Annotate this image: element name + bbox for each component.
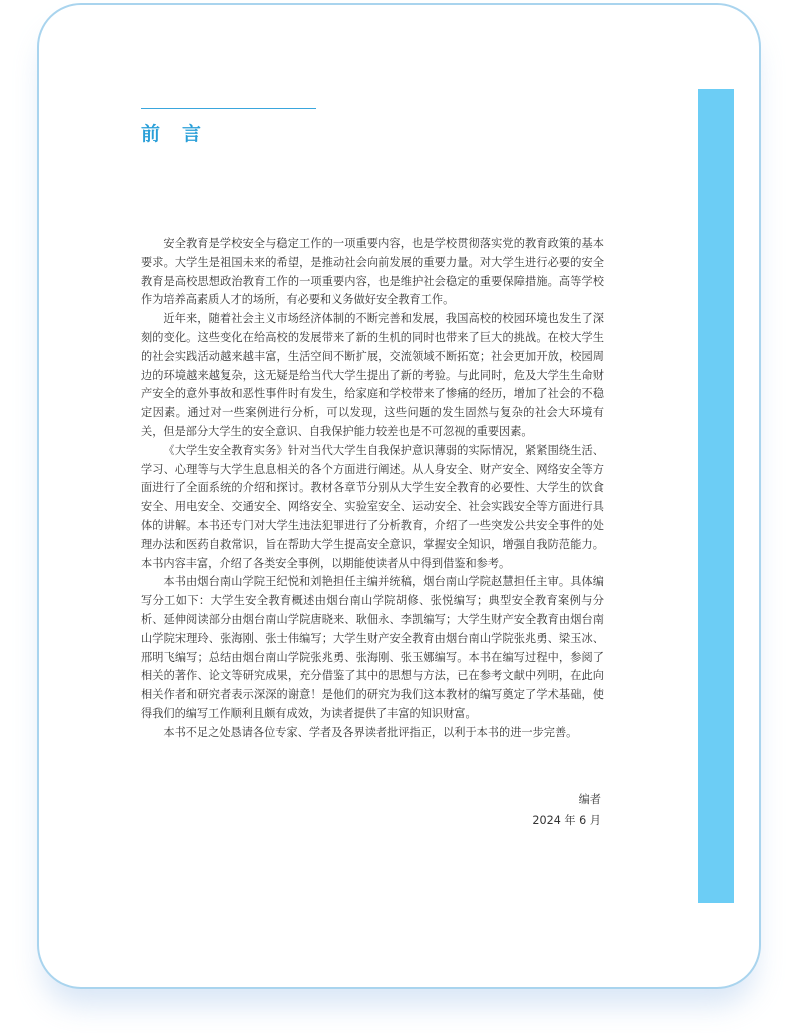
paragraph-3: 《大学生安全教育实务》针对当代大学生自我保护意识薄弱的实际情况，紧紧围绕生活、学习、心理等与大学生息息相关的各个方面进行阐述。从人身安全、财产安全、网络安全等方面进行了全面系统的介绍和探讨。教材各章节分别从大学生安全教育的必要性、大学生的饮食安全、用电安全、交通安全、网络安全、实验室安全、运动安全、社会实践安全等方面进行具体的讲解。本书还专门对大学生违法犯罪进行了分析教育，介绍了一些突发公共安全事件的处理办法和医药自救常识，旨在帮助大学生提高安全意识，掌握安全知识，增强自我防范能力。本书内容丰富，介绍了各类安全事例，以期能使读者从中得到借鉴和参考。 — [141, 443, 604, 570]
signature-author: 编者 — [578, 793, 601, 806]
paragraph-1: 安全教育是学校安全与稳定工作的一项重要内容，也是学校贯彻落实党的教育政策的基本要求。大学生是祖国未来的希望，是推动社会向前发展的重要力量。对大学生进行必要的安全教育是高校思想政治教育工作的一项重要内容，也是维护社会稳定的重要保障措施。高等学校作为培养高素质人才的场所，有必要和义务做好安全教育工作。 — [141, 237, 604, 307]
paragraph-4: 本书由烟台南山学院王纪悦和刘艳担任主编并统稿，烟台南山学院赵慧担任主审。具体编写分工如下：大学生安全教育概述由烟台南山学院胡修、张悦编写；典型安全教育案例与分析、延伸阅读部分由烟台南山学院唐晓来、耿佃永、李凯编写；大学生财产安全教育由烟台南山学院宋理玲、张海刚、张士伟编写；大学生财产安全教育由烟台南山学院张兆勇、梁玉冰、邢明飞编写；总结由烟台南山学院张兆勇、张海刚、张玉娜编写。本书在编写过程中，参阅了相关的著作、论文等研究成果，充分借鉴了其中的思想与方法，已在参考文献中列明，在此向相关作者和研究者表示深深的谢意！是他们的研究为我们这本教材的编写奠定了学术基础，使得我们的编写工作顺利且颇有成效，为读者提供了丰富的知识财富。 — [141, 575, 604, 720]
heading-rule — [141, 108, 316, 109]
paragraph-2: 近年来，随着社会主义市场经济体制的不断完善和发展，我国高校的校园环境也发生了深刻的变化。这些变化在给高校的发展带来了新的生机的同时也带来了巨大的挑战。在校大学生的社会实践活动越来越丰富，生活空间不断扩展，交流领域不断拓宽；社会更加开放，校园周边的环境越来越复杂，这无疑是给当代大学生提出了新的考验。与此同时，危及大学生生命财产安全的意外事故和恶性事件时有发生，给家庭和学校带来了惨痛的经历，增加了社会的不稳定因素。通过对一些案例进行分析，可以发现，这些问题的发生固然与复杂的社会大环境有关，但是部分大学生的安全意识、自我保护能力较差也是不可忽视的重要因素。 — [141, 312, 604, 438]
paragraph-5: 本书不足之处恳请各位专家、学者及各界读者批评指正，以利于本书的进一步完善。 — [163, 725, 578, 739]
page-title: 前言 — [141, 123, 224, 145]
signature-date: 2024 年 6 月 — [532, 814, 601, 827]
decorative-side-bar — [698, 89, 734, 903]
signature-block — [470, 789, 601, 831]
preface-body — [141, 235, 604, 743]
